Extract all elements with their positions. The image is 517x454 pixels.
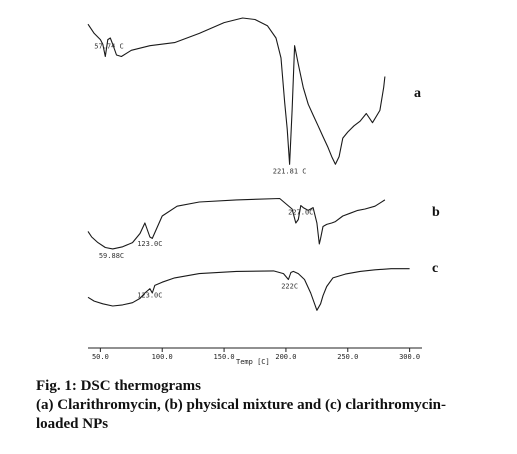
caption-title: Fig. 1: DSC thermograms (36, 378, 201, 394)
x-tick-label: 300.0 (399, 353, 421, 361)
trace-c-line (88, 269, 410, 311)
x-axis-title: Temp [C] (236, 358, 270, 366)
caption-line-2: (a) Clarithromycin, (b) physical mixture and (c) clarithromycin- (36, 397, 446, 413)
x-tick-label: 150.0 (213, 353, 235, 361)
peak-label: 57.74 C (94, 42, 124, 51)
figure-caption (36, 377, 511, 434)
trace-b-line (88, 199, 385, 249)
x-tick-label: 100.0 (151, 353, 173, 361)
x-tick-label: 200.0 (275, 353, 297, 361)
peak-label: 222C (281, 282, 299, 291)
caption-line-3: loaded NPs (36, 416, 109, 432)
peak-label: 221.81 C (272, 167, 307, 176)
peak-label: 123.0C (137, 291, 163, 300)
peak-label: 227.0C (288, 208, 314, 217)
trace-c-letter: c (432, 261, 439, 276)
trace-a-letter: a (414, 86, 421, 101)
thermogram-traces (88, 18, 440, 310)
peak-label: 59.88C (98, 251, 125, 260)
x-tick-label: 50.0 (91, 353, 109, 361)
x-tick-label: 250.0 (337, 353, 359, 361)
trace-b-letter: b (432, 205, 440, 220)
trace-a-line (88, 18, 385, 164)
peak-label: 123.0C (137, 240, 163, 248)
